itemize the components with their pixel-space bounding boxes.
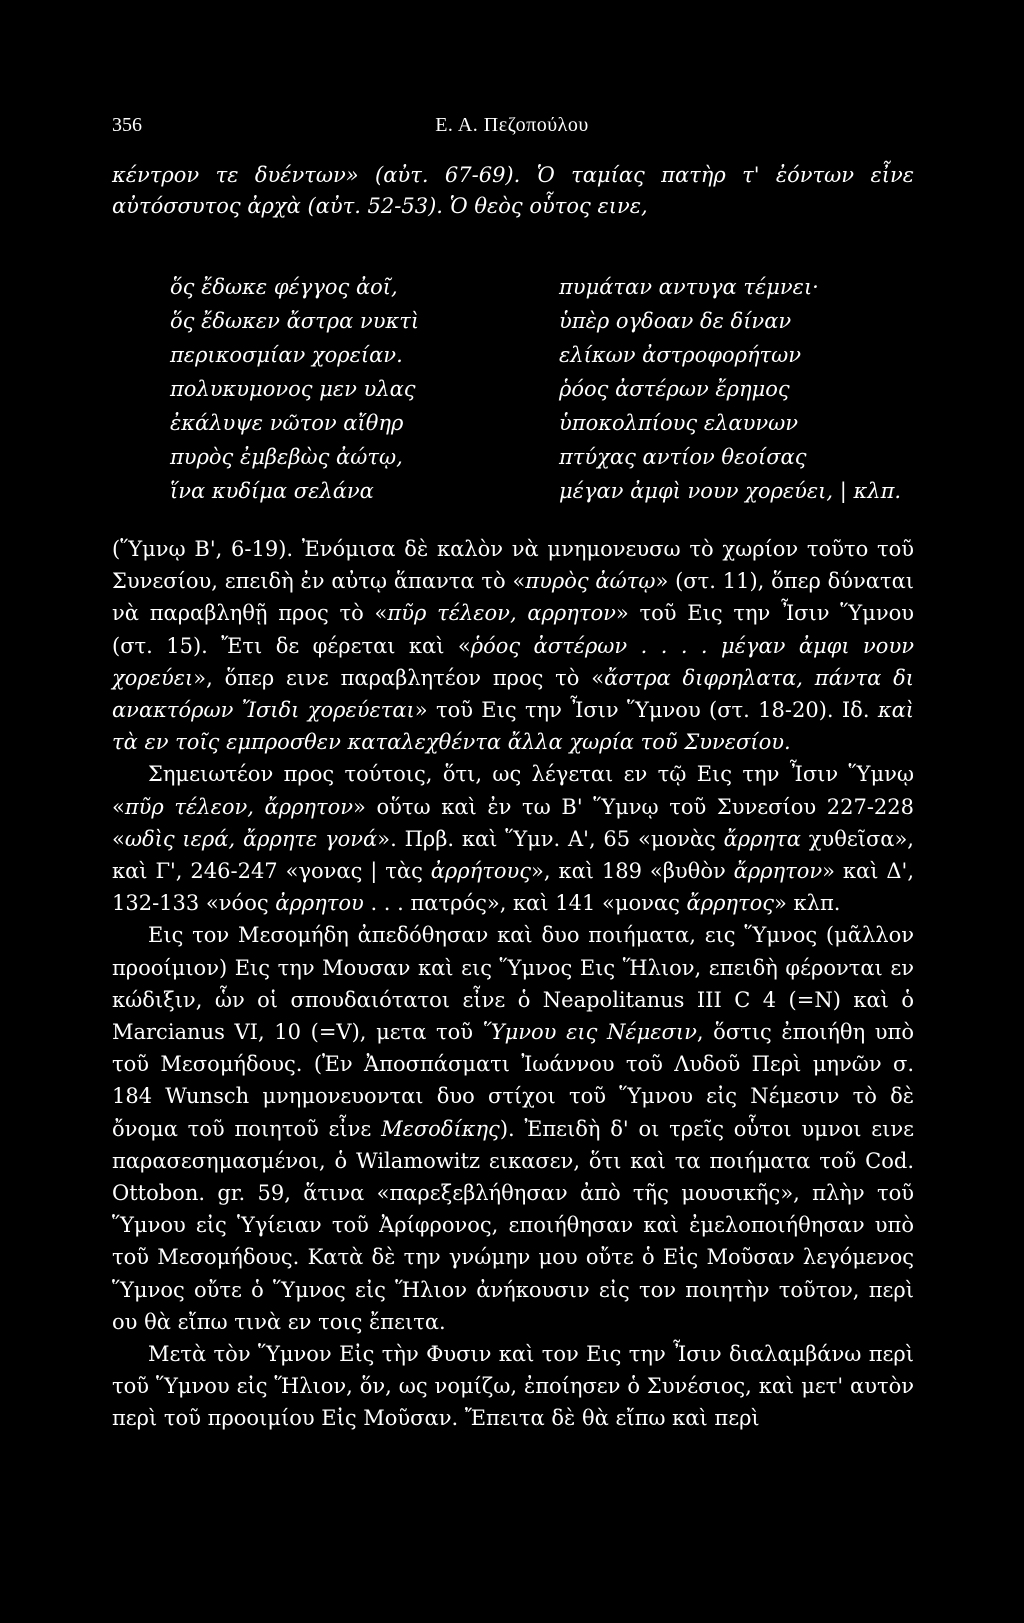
verse-line: ὑπὲρ ογδοαν δε δίναν: [559, 309, 792, 333]
intro-paragraph: [112, 160, 914, 222]
paragraph-text: », ὅπερ εινε παραβλητέον προς τὸ «: [193, 665, 605, 690]
verse-column-right: [559, 270, 919, 508]
paragraph-text: Μετὰ τὸν Ὕμνον Εἰς τὴν Φυσιν καὶ τον Εις την Ἶσιν διαλαμβάνω περὶ τοῦ Ὕμνου εἰς Ἥλιον, ὅν, ως νομίζω, ἐποίησεν ὁ Συνέσιος, καὶ μετ' αυτὸν περὶ τοῦ προοιμίου Εἰς Μοῦσαν. Ἔπειτα δὲ θὰ εἴπω καὶ περὶ: [112, 1342, 914, 1431]
italic-quote: ῥόος ἀστέρων . . . . μέγαν ἀμφι νουν χορεύει: [112, 633, 914, 690]
paragraph-text: » (στ. 11), ὅπερ δύναται νὰ παραβληθῇ προς τὸ «: [112, 569, 914, 626]
verse-line: περικοσμίαν χορείαν.: [170, 343, 403, 367]
verse-line: πολυκυμονος μεν υλας: [170, 377, 416, 401]
paragraph-text: . . . πατρός», καὶ 141 «μονας: [363, 891, 687, 916]
verse-line: πτύχας αντίον θεοίσας: [559, 445, 807, 469]
verse-column-left: [170, 270, 510, 508]
italic-quote: πῦρ τέλεον, ἄρρητον: [124, 794, 354, 819]
verse-line: ἵνα κυδίμα σελάνα: [170, 479, 374, 503]
paragraph-text: χυθεῖσα», καὶ Γ', 246-247 «γονας | τὰς: [112, 826, 914, 884]
paragraph-text: » κλπ.: [774, 891, 841, 916]
verse-line: πυρὸς ἐμβεβὼς ἀώτῳ,: [170, 445, 403, 469]
paragraph-text: ). Ἐπειδὴ δ' οι τρεῖς οὗτοι υμνοι εινε παρασεσημασμένοι, ὁ Wilamowitz εικασεν, ὅτι καὶ τα ποιήματα τοῦ Cod. Ottobon. gr. 59, ἅτινα «παρεξεβλήθησαν ἀπὸ τῆς μουσικῆς», πλὴν τοῦ Ὕμνου εἰς Ὑγίειαν τοῦ Ἀρίφρονος, εποιήθησαν καὶ ἐμελοποιήθησαν υπὸ τοῦ Μεσομήδους. Κατὰ δὲ την γνώμην μου οὔτε ὁ Εἰς Μοῦσαν λεγόμενος Ὕμνος οὔτε ὁ Ὕμνος εἰς Ἥλιον ἀνήκουσιν εἰς τον ποιητὴν τοῦτον, περὶ ου θὰ εἴπω τινὰ εν τοις ἔπειτα.: [112, 1116, 915, 1334]
italic-quote: Ὕμνου εις Νέμεσιν: [482, 1020, 697, 1045]
italic-quote: πῦρ τέλεον, αρρητον: [387, 601, 616, 626]
verse-line: ελίκων ἀστροφορήτων: [559, 343, 802, 367]
verse-line: ῥόος ἀστέρων ἔρημος: [559, 377, 790, 401]
italic-quote: ἄρρητος: [686, 891, 775, 916]
italic-quote: ἀρρήτους: [430, 859, 531, 884]
verse-line: ὅς ἔδωκε φέγγος ἀοῖ,: [170, 275, 398, 299]
verse-line: μέγαν ἀμφὶ νουν χορεύει, | κλπ.: [559, 479, 902, 503]
intro-text: κέντρον τε δυέντων» (αὐτ. 67-69). Ὁ ταμίας πατὴρ τ' ἐόντων εἶνε αὐτόσσυτος ἀρχὰ (αὐτ. 52-53). Ὁ θεὸς οὗτος εινε,: [112, 163, 914, 218]
body-paragraph: [112, 758, 914, 919]
running-head: [0, 114, 1024, 144]
paragraph-text: , ὅστις ἐποιήθη υπὸ τοῦ Μεσομήδους. (Ἐν Ἀποσπάσματι Ἰωάννου τοῦ Λυδοῦ Περὶ μηνῶν σ. 184 Wunsch μνημονευονται δυο στίχοι τοῦ Ὕμνου εἰς Νέμεσιν τὸ δὲ ὄνομα τοῦ ποιητοῦ εἶνε: [112, 1020, 914, 1141]
paragraph-text: » καὶ Δ', 132-133 «νόος: [112, 859, 914, 916]
paragraph-text: Σημειωτέον προς τούτοις, ὅτι, ως λέγεται εν τῷ Εις την Ἶσιν Ὕμνῳ «: [112, 762, 914, 819]
body-text: [112, 533, 914, 1435]
body-paragraph: [112, 919, 914, 1338]
italic-quote: Μεσοδίκης: [381, 1116, 500, 1141]
italic-quote: ἀρρητου: [275, 891, 364, 916]
page-number: 356: [112, 114, 142, 136]
body-paragraph: [112, 533, 914, 758]
italic-quote: ἄρρητον: [733, 859, 823, 884]
paragraph-text: » οὕτω καὶ ἐν τω Β' Ὕμνῳ τοῦ Συνεσίου 227-228 «: [112, 794, 915, 851]
italic-quote: ωδὶς ιερά, ἄρρητε γονά: [124, 826, 378, 851]
paragraph-text: ». Πρβ. καὶ Ὕμν. Α', 65 «μονὰς: [377, 826, 724, 851]
paragraph-text: (Ὕμνῳ Β', 6-19). Ἐνόμισα δὲ καλὸν νὰ μνημονευσω τὸ χωρίον τοῦτο τοῦ Συνεσίου, επειδὴ ἐν αὐτῳ ἅπαντα τὸ «: [112, 537, 914, 594]
italic-quote: ἄστρα διφρηλατα, πάντα δι ανακτόρων Ἴσιδι χορεύεται: [112, 665, 914, 723]
verse-line: πυμάταν αντυγα τέμνει·: [559, 275, 819, 299]
paragraph-text: » τοῦ Εις την Ἶσιν Ὕμνου (στ. 15). Ἔτι δε φέρεται καὶ «: [112, 601, 915, 658]
paragraph-text: », καὶ 189 «βυθὸν: [531, 859, 734, 884]
verse-line: ἐκάλυψε νῶτον αἴθηρ: [170, 411, 404, 435]
verse-line: ὑποκολπίους ελαυνων: [559, 411, 798, 435]
body-paragraph: [112, 1338, 914, 1435]
italic-quote: καὶ τὰ εν τοῖς εμπροσθεν καταλεχθέντα ἄλλα χωρία τοῦ Συνεσίου.: [112, 698, 914, 755]
italic-quote: πυρὸς ἀώτῳ: [525, 569, 656, 594]
paragraph-text: » τοῦ Εις την Ἶσιν Ὕμνου (στ. 18-20). Ιδ.: [414, 698, 878, 723]
italic-quote: ἄρρητα: [723, 826, 801, 851]
running-title: Ε. Α. Πεζοπούλου: [435, 114, 589, 136]
verse-line: ὅς ἔδωκεν ἄστρα νυκτὶ: [170, 309, 420, 333]
paragraph-text: Εις τον Μεσομήδη ἀπεδόθησαν καὶ δυο ποιήματα, εις Ὕμνος (μᾶλλον προοίμιον) Εις την Μουσαν καὶ εις Ὕμνος Εις Ἥλιον, επειδὴ φέρονται εν κώδιξιν, ὧν οἱ σπουδαιότατοι εἶνε ὁ Neapolitanus III C 4 (=N) καὶ ὁ Marcianus VI, 10 (=V), μετα τοῦ: [112, 923, 914, 1045]
